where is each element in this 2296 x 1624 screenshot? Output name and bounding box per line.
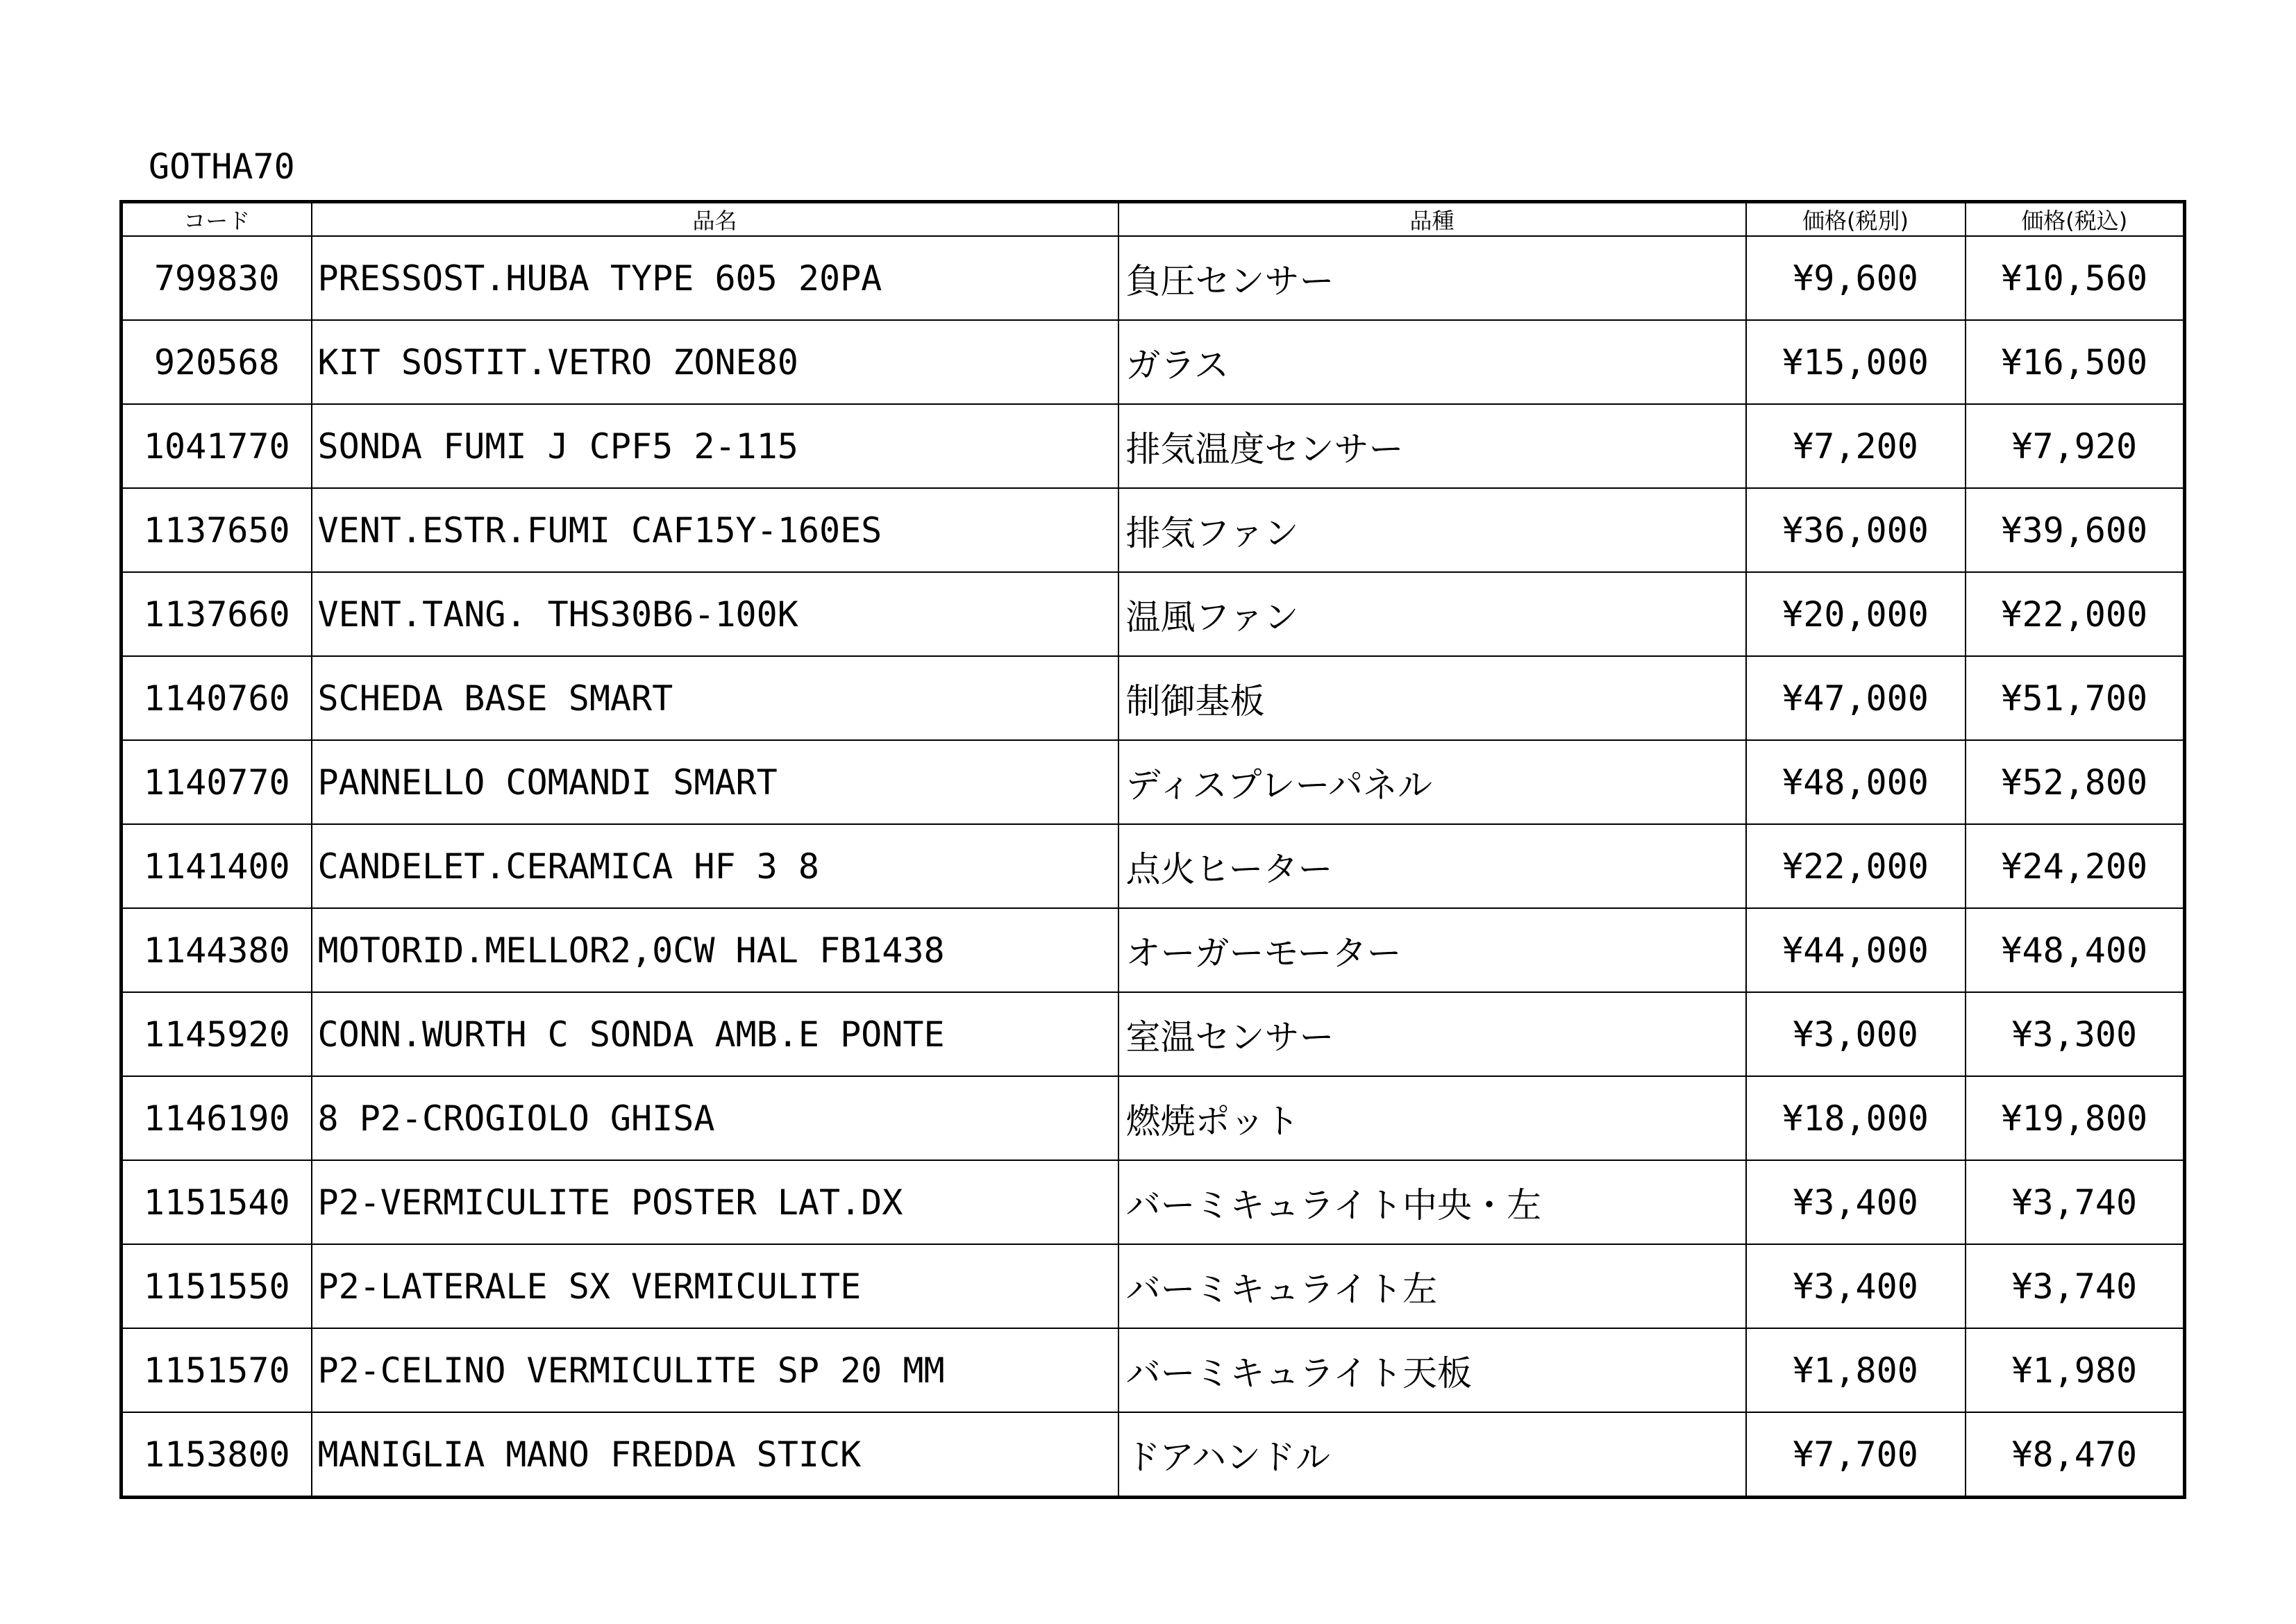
table-row bbox=[121, 992, 2185, 1076]
cell-name: P2-CELINO VERMICULITE SP 20 MM bbox=[312, 1328, 1118, 1412]
cell-price-in-tax: ¥16,500 bbox=[1966, 320, 2185, 404]
table-row bbox=[121, 1160, 2185, 1244]
cell-price-in-tax: ¥1,980 bbox=[1966, 1328, 2185, 1412]
cell-price-in-tax: ¥7,920 bbox=[1966, 404, 2185, 488]
cell-code: 1151570 bbox=[121, 1328, 312, 1412]
cell-name: CONN.WURTH C SONDA AMB.E PONTE bbox=[312, 992, 1118, 1076]
cell-price-in-tax: ¥52,800 bbox=[1966, 740, 2185, 824]
table-row bbox=[121, 1076, 2185, 1160]
cell-name: KIT SOSTIT.VETRO ZONE80 bbox=[312, 320, 1118, 404]
cell-name: SCHEDA BASE SMART bbox=[312, 656, 1118, 740]
cell-name: MOTORID.MELLOR2,0CW HAL FB1438 bbox=[312, 908, 1118, 992]
cell-price-in-tax: ¥3,740 bbox=[1966, 1244, 2185, 1328]
table-row bbox=[121, 824, 2185, 908]
cell-price-ex-tax: ¥47,000 bbox=[1746, 656, 1966, 740]
cell-code: 799830 bbox=[121, 236, 312, 320]
cell-type: ドアハンドル bbox=[1118, 1412, 1746, 1498]
cell-name: PRESSOST.HUBA TYPE 605 20PA bbox=[312, 236, 1118, 320]
cell-type: 制御基板 bbox=[1118, 656, 1746, 740]
cell-type: 燃焼ポット bbox=[1118, 1076, 1746, 1160]
header-price-ex-tax: 価格(税別) bbox=[1746, 202, 1966, 237]
table-row bbox=[121, 1328, 2185, 1412]
cell-price-ex-tax: ¥18,000 bbox=[1746, 1076, 1966, 1160]
cell-code: 1137660 bbox=[121, 572, 312, 656]
header-type: 品種 bbox=[1118, 202, 1746, 237]
cell-price-ex-tax: ¥7,200 bbox=[1746, 404, 1966, 488]
parts-price-table bbox=[119, 200, 2186, 1499]
cell-name: CANDELET.CERAMICA HF 3 8 bbox=[312, 824, 1118, 908]
cell-price-in-tax: ¥48,400 bbox=[1966, 908, 2185, 992]
cell-type: 負圧センサー bbox=[1118, 236, 1746, 320]
table-row bbox=[121, 572, 2185, 656]
cell-price-in-tax: ¥3,740 bbox=[1966, 1160, 2185, 1244]
cell-type: 室温センサー bbox=[1118, 992, 1746, 1076]
cell-code: 1151550 bbox=[121, 1244, 312, 1328]
header-code: コード bbox=[121, 202, 312, 237]
cell-name: P2-VERMICULITE POSTER LAT.DX bbox=[312, 1160, 1118, 1244]
cell-name: VENT.ESTR.FUMI CAF15Y-160ES bbox=[312, 488, 1118, 572]
cell-price-ex-tax: ¥3,000 bbox=[1746, 992, 1966, 1076]
table-row bbox=[121, 1244, 2185, 1328]
cell-type: 温風ファン bbox=[1118, 572, 1746, 656]
cell-type: 排気ファン bbox=[1118, 488, 1746, 572]
cell-price-ex-tax: ¥48,000 bbox=[1746, 740, 1966, 824]
cell-code: 1144380 bbox=[121, 908, 312, 992]
cell-price-in-tax: ¥39,600 bbox=[1966, 488, 2185, 572]
cell-code: 1137650 bbox=[121, 488, 312, 572]
header-price-in-tax: 価格(税込) bbox=[1966, 202, 2185, 237]
cell-type: オーガーモーター bbox=[1118, 908, 1746, 992]
cell-price-in-tax: ¥19,800 bbox=[1966, 1076, 2185, 1160]
cell-name: VENT.TANG. THS30B6-100K bbox=[312, 572, 1118, 656]
cell-name: PANNELLO COMANDI SMART bbox=[312, 740, 1118, 824]
cell-price-ex-tax: ¥1,800 bbox=[1746, 1328, 1966, 1412]
cell-code: 1153800 bbox=[121, 1412, 312, 1498]
table-row bbox=[121, 740, 2185, 824]
cell-price-in-tax: ¥10,560 bbox=[1966, 236, 2185, 320]
cell-price-ex-tax: ¥15,000 bbox=[1746, 320, 1966, 404]
cell-type: ガラス bbox=[1118, 320, 1746, 404]
cell-price-in-tax: ¥22,000 bbox=[1966, 572, 2185, 656]
cell-code: 1041770 bbox=[121, 404, 312, 488]
cell-type: ディスプレーパネル bbox=[1118, 740, 1746, 824]
page-title: GOTHA70 bbox=[149, 147, 295, 187]
cell-type: 点火ヒーター bbox=[1118, 824, 1746, 908]
table-row bbox=[121, 236, 2185, 320]
header-name: 品名 bbox=[312, 202, 1118, 237]
cell-code: 1140760 bbox=[121, 656, 312, 740]
cell-code: 1146190 bbox=[121, 1076, 312, 1160]
cell-code: 1141400 bbox=[121, 824, 312, 908]
cell-type: バーミキュライト左 bbox=[1118, 1244, 1746, 1328]
table-row bbox=[121, 908, 2185, 992]
cell-type: 排気温度センサー bbox=[1118, 404, 1746, 488]
cell-name: P2-LATERALE SX VERMICULITE bbox=[312, 1244, 1118, 1328]
cell-price-ex-tax: ¥3,400 bbox=[1746, 1160, 1966, 1244]
table-row bbox=[121, 320, 2185, 404]
table-row bbox=[121, 488, 2185, 572]
cell-price-ex-tax: ¥7,700 bbox=[1746, 1412, 1966, 1498]
cell-price-in-tax: ¥3,300 bbox=[1966, 992, 2185, 1076]
cell-price-ex-tax: ¥20,000 bbox=[1746, 572, 1966, 656]
cell-name: 8 P2-CROGIOLO GHISA bbox=[312, 1076, 1118, 1160]
table-row bbox=[121, 656, 2185, 740]
cell-code: 1151540 bbox=[121, 1160, 312, 1244]
cell-type: バーミキュライト天板 bbox=[1118, 1328, 1746, 1412]
cell-code: 920568 bbox=[121, 320, 312, 404]
cell-price-ex-tax: ¥3,400 bbox=[1746, 1244, 1966, 1328]
cell-price-ex-tax: ¥22,000 bbox=[1746, 824, 1966, 908]
cell-price-in-tax: ¥8,470 bbox=[1966, 1412, 2185, 1498]
table-header-row bbox=[121, 202, 2185, 237]
cell-price-ex-tax: ¥36,000 bbox=[1746, 488, 1966, 572]
cell-code: 1140770 bbox=[121, 740, 312, 824]
cell-name: SONDA FUMI J CPF5 2-115 bbox=[312, 404, 1118, 488]
table-row bbox=[121, 1412, 2185, 1498]
cell-price-ex-tax: ¥9,600 bbox=[1746, 236, 1966, 320]
cell-price-in-tax: ¥24,200 bbox=[1966, 824, 2185, 908]
cell-code: 1145920 bbox=[121, 992, 312, 1076]
cell-price-ex-tax: ¥44,000 bbox=[1746, 908, 1966, 992]
table-row bbox=[121, 404, 2185, 488]
cell-price-in-tax: ¥51,700 bbox=[1966, 656, 2185, 740]
cell-type: バーミキュライト中央・左 bbox=[1118, 1160, 1746, 1244]
cell-name: MANIGLIA MANO FREDDA STICK bbox=[312, 1412, 1118, 1498]
